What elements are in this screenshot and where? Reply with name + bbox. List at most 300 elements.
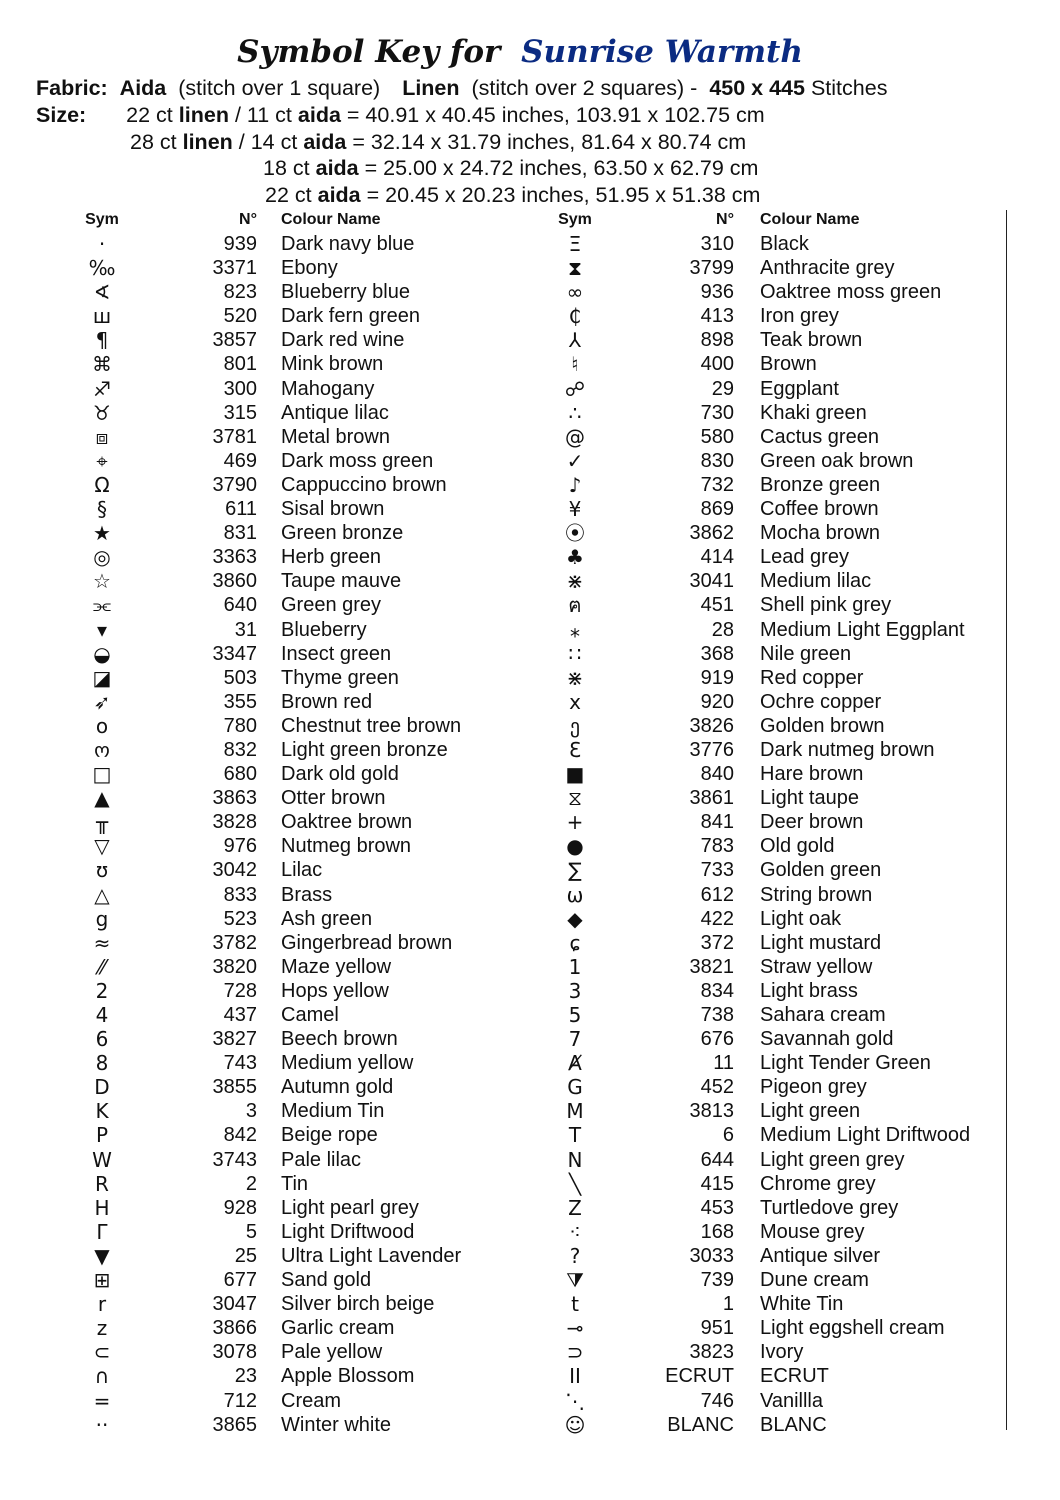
colour-name-cell: Mink brown — [281, 353, 384, 376]
symbol-cell: ო — [94, 737, 110, 762]
symbol-cell: ▽ — [94, 834, 110, 859]
thread-number-cell: 738 — [700, 1004, 734, 1026]
size-dimensions: = 25.00 x 24.72 inches, 63.50 x 62.79 cm — [364, 156, 759, 180]
size-fabric: linen — [182, 130, 233, 154]
table-row — [0, 858, 1060, 882]
thread-number-cell: 976 — [223, 835, 257, 858]
colour-name-cell: Red copper — [760, 666, 864, 689]
colour-name-cell: Light brass — [760, 979, 858, 1002]
colour-name-cell: Pigeon grey — [760, 1076, 867, 1099]
size-line-4 — [265, 183, 760, 208]
colour-name-cell: Sahara cream — [760, 1004, 886, 1026]
colour-name-cell: Antique silver — [760, 1244, 881, 1267]
colour-name-cell: Silver birch beige — [281, 1293, 435, 1316]
fabric-aida: Aida — [119, 76, 167, 100]
symbol-cell: □ — [92, 762, 112, 787]
colour-name-cell: String brown — [760, 883, 873, 906]
size-fabric: linen — [178, 103, 229, 127]
colour-name-cell: ECRUT — [760, 1365, 829, 1388]
symbol-cell: D — [94, 1075, 110, 1100]
thread-number-cell: 831 — [223, 522, 257, 545]
colour-name-cell: Lead grey — [760, 546, 849, 569]
size-dimensions: = 40.91 x 40.45 inches, 103.91 x 102.75 cm — [346, 103, 765, 127]
colour-name-cell: Mouse grey — [760, 1220, 865, 1243]
colour-name-cell: Medium lilac — [760, 570, 872, 593]
thread-number-cell: 3863 — [212, 787, 257, 810]
colour-name-cell: Medium Light Eggplant — [760, 618, 965, 641]
symbol-cell: ω — [566, 882, 584, 907]
symbol-cell: ⁎ — [570, 617, 580, 642]
title-prefix: Symbol Key for — [237, 34, 501, 70]
colour-name-cell: Blueberry blue — [281, 281, 410, 304]
colour-name-cell: Anthracite grey — [760, 257, 895, 280]
table-row — [0, 979, 1060, 1003]
thread-number-cell: 644 — [700, 1148, 734, 1171]
colour-name-cell: Light green — [760, 1100, 861, 1123]
size-fabric: aida — [317, 183, 361, 207]
symbol-cell: ▲ — [94, 786, 110, 811]
thread-number-cell: 414 — [700, 546, 734, 569]
colour-name-cell: Ebony — [281, 257, 338, 280]
table-row — [0, 1148, 1060, 1172]
colour-name-cell: Medium Light Driftwood — [760, 1124, 971, 1147]
symbol-cell: ʊ — [95, 858, 109, 883]
colour-name-cell: Antique lilac — [281, 401, 389, 424]
colour-name-cell: Taupe mauve — [281, 570, 402, 593]
symbol-cell: r — [97, 1292, 107, 1317]
thread-number-cell: 677 — [223, 1269, 257, 1292]
symbol-cell: t — [571, 1292, 579, 1317]
thread-number-cell: 728 — [223, 979, 257, 1002]
thread-number-cell: 841 — [700, 811, 734, 834]
table-row — [0, 497, 1060, 521]
thread-number-cell: 3799 — [689, 257, 734, 280]
size-count: 22 ct — [126, 103, 173, 127]
colour-name-cell: Autumn gold — [281, 1076, 394, 1099]
colour-name-cell: Cactus green — [760, 425, 879, 448]
thread-number-cell: 840 — [700, 763, 734, 786]
symbol-cell: ⊃ — [566, 1340, 584, 1365]
colour-name-cell: Medium yellow — [281, 1052, 414, 1075]
thread-number-cell: 920 — [700, 690, 734, 713]
symbol-cell: Ɛ — [568, 737, 582, 762]
thread-number-cell: 612 — [700, 883, 734, 906]
thread-number-cell: 640 — [223, 594, 257, 617]
colour-name-cell: Vanillla — [760, 1389, 823, 1412]
thread-number-cell: 5 — [245, 1220, 257, 1243]
colour-name-cell: Oaktree brown — [281, 811, 413, 834]
thread-number-cell: 3862 — [689, 522, 734, 545]
symbol-cell: Γ — [96, 1219, 108, 1244]
symbol-cell: ∞ — [566, 280, 584, 305]
colour-name-cell: BLANC — [760, 1413, 827, 1436]
thread-number-cell: 372 — [700, 931, 734, 954]
table-row — [0, 618, 1060, 642]
thread-number-cell: 422 — [700, 907, 734, 930]
colour-name-cell: Brown — [760, 353, 817, 376]
symbol-cell: ⧈ — [95, 424, 109, 449]
thread-number-cell: 451 — [700, 594, 734, 617]
thread-number-cell: 611 — [225, 498, 257, 521]
colour-name-cell: Tin — [281, 1172, 309, 1195]
colour-name-cell: Iron grey — [760, 305, 839, 328]
thread-number-cell: 939 — [223, 233, 257, 255]
thread-number-cell: 3033 — [689, 1244, 734, 1267]
thread-number-cell: 3865 — [212, 1413, 257, 1436]
symbol-cell: P — [95, 1123, 109, 1148]
colour-name-cell: Mocha brown — [760, 522, 881, 545]
symbol-cell: 7 — [568, 1027, 582, 1052]
table-row — [0, 1292, 1060, 1316]
thread-number-cell: 783 — [700, 835, 734, 858]
thread-number-cell: 310 — [700, 233, 734, 255]
colour-name-cell: Light Tender Green — [760, 1052, 931, 1075]
thread-number-cell: 833 — [223, 883, 257, 906]
colour-name-cell: Lilac — [281, 859, 323, 882]
symbol-cell: K — [95, 1099, 109, 1124]
thread-number-cell: 3821 — [689, 955, 734, 978]
thread-number-cell: 3857 — [212, 329, 257, 352]
symbol-key-table — [0, 210, 1060, 1437]
thread-number-cell: 23 — [234, 1365, 257, 1388]
size-count: / 11 ct — [234, 103, 292, 127]
table-row — [0, 834, 1060, 858]
thread-number-cell: 400 — [700, 353, 734, 376]
thread-number-cell: 437 — [223, 1004, 257, 1026]
thread-number-cell: 676 — [700, 1028, 734, 1051]
symbol-cell: z — [96, 1316, 108, 1341]
symbol-cell: 2 — [95, 978, 109, 1003]
symbol-cell: ▾ — [96, 617, 108, 642]
table-row — [0, 931, 1060, 955]
thread-number-cell: 6 — [722, 1124, 734, 1147]
thread-number-cell: 830 — [700, 449, 734, 472]
colour-name-cell: Golden green — [760, 859, 882, 882]
thread-number-cell: 832 — [223, 738, 257, 761]
colour-name-cell: Old gold — [760, 835, 835, 858]
colour-name-cell: Ultra Light Lavender — [281, 1244, 462, 1267]
colour-name-cell: Mahogany — [281, 377, 375, 400]
symbol-cell: ɕ — [569, 930, 581, 955]
symbol-cell: G — [567, 1075, 583, 1100]
thread-number-cell: 739 — [700, 1269, 734, 1292]
symbol-cell: ¶ — [95, 328, 109, 353]
thread-number-cell: 743 — [223, 1052, 257, 1075]
symbol-cell: ⁖ — [569, 1219, 581, 1244]
symbol-cell: T — [568, 1123, 582, 1148]
table-row — [0, 786, 1060, 810]
colour-name-cell: Savannah gold — [760, 1028, 894, 1051]
size-fabric: aida — [315, 156, 359, 180]
table-row — [0, 352, 1060, 376]
thread-number-cell: 730 — [700, 401, 734, 424]
colour-name-cell: Dune cream — [760, 1269, 869, 1292]
thread-number-cell: 469 — [223, 449, 257, 472]
symbol-cell: g — [95, 906, 109, 931]
colour-name-cell: Metal brown — [281, 425, 390, 448]
symbol-cell: ⁄⁄ — [98, 954, 106, 979]
symbol-cell: ♪ — [568, 472, 582, 497]
colour-name-cell: Green grey — [281, 594, 382, 617]
table-row — [0, 1196, 1060, 1220]
table-header — [0, 210, 1060, 232]
colour-name-cell: Ochre copper — [760, 690, 882, 713]
thread-number-cell: 368 — [700, 642, 734, 665]
symbol-cell: ➶ — [93, 689, 111, 714]
thread-number-cell: 3078 — [212, 1341, 257, 1364]
table-row — [0, 1027, 1060, 1051]
table-row — [0, 1075, 1060, 1099]
table-row — [0, 256, 1060, 280]
colour-name-cell: Nutmeg brown — [281, 835, 412, 858]
size-dimensions: = 20.45 x 20.23 inches, 51.95 x 51.38 cm — [366, 183, 761, 207]
symbol-cell: Z — [568, 1195, 582, 1220]
colour-name-cell: Eggplant — [760, 377, 839, 400]
table-row — [0, 377, 1060, 401]
symbol-cell: 8 — [95, 1051, 109, 1076]
colour-name-cell: Oaktree moss green — [760, 281, 942, 304]
thread-number-cell: 580 — [700, 425, 734, 448]
symbol-cell: ♮ — [571, 352, 579, 377]
fabric-label: Fabric: — [36, 76, 108, 100]
colour-name-cell: Dark fern green — [281, 305, 420, 328]
symbol-cell: ₵ — [568, 304, 582, 329]
colour-name-cell: Maze yellow — [281, 955, 392, 978]
table-row — [0, 232, 1060, 256]
symbol-cell: ‰ — [88, 256, 116, 281]
symbol-cell: ≈ — [93, 930, 111, 955]
thread-number-cell: 3743 — [212, 1148, 257, 1171]
symbol-cell: ◎ — [93, 545, 111, 570]
symbol-cell: 3 — [568, 978, 582, 1003]
colour-name-cell: Cappuccino brown — [281, 473, 447, 496]
thread-number-cell: 3826 — [689, 714, 734, 737]
thread-number-cell: 300 — [223, 377, 257, 400]
colour-name-cell: Ivory — [760, 1341, 804, 1364]
thread-number-cell: 3866 — [212, 1317, 257, 1340]
colour-name-cell: Cream — [281, 1389, 342, 1412]
symbol-cell: o — [95, 713, 109, 738]
symbol-cell: ⋱ — [565, 1388, 585, 1413]
symbol-cell: = — [93, 1388, 111, 1413]
thread-number-cell: 3347 — [212, 642, 257, 665]
colour-name-cell: Camel — [281, 1004, 339, 1026]
header-colour-name: Colour Name — [281, 211, 381, 228]
colour-name-cell: Teak brown — [760, 329, 863, 352]
symbol-cell: ♣ — [566, 545, 584, 570]
symbol-cell: ⊞ — [93, 1268, 111, 1293]
symbol-cell: △ — [94, 882, 110, 907]
thread-number-cell: 523 — [223, 907, 257, 930]
page-title — [0, 34, 1040, 70]
colour-name-cell: Light Driftwood — [281, 1220, 415, 1243]
fabric-linen-note: (stitch over 2 squares) - — [471, 76, 698, 100]
symbol-cell: Ξ — [568, 232, 582, 256]
colour-name-cell: Ash green — [281, 907, 373, 930]
symbol-cell: ⋇ — [566, 665, 584, 690]
thread-number-cell: 415 — [700, 1172, 734, 1195]
symbol-cell: x — [569, 689, 581, 714]
symbol-cell: @ — [565, 424, 585, 449]
symbol-cell: ∢ — [93, 280, 111, 305]
colour-name-cell: Blueberry — [281, 618, 367, 641]
table-row — [0, 883, 1060, 907]
symbol-cell: ⧩ — [566, 1268, 584, 1293]
colour-name-cell: Chestnut tree brown — [281, 714, 462, 737]
table-row — [0, 1364, 1060, 1388]
thread-number-cell: 780 — [223, 714, 257, 737]
colour-name-cell: Turtledove grey — [760, 1196, 899, 1219]
symbol-cell: ♐ — [93, 376, 111, 401]
size-line-3 — [263, 156, 758, 181]
thread-number-cell: 3 — [245, 1100, 257, 1123]
symbol-cell: ╥ — [95, 810, 109, 835]
table-row — [0, 521, 1060, 545]
thread-number-cell: 928 — [223, 1196, 257, 1219]
thread-number-cell: 3861 — [689, 787, 734, 810]
symbol-cell: Ω — [94, 472, 110, 497]
symbol-cell: ∑ — [568, 858, 582, 883]
table-row — [0, 401, 1060, 425]
table-row — [0, 425, 1060, 449]
symbol-cell: ⫘ — [93, 593, 111, 618]
table-row — [0, 1340, 1060, 1364]
colour-name-cell: Gingerbread brown — [281, 931, 453, 954]
colour-name-cell: White Tin — [760, 1293, 844, 1316]
table-row — [0, 1316, 1060, 1340]
thread-number-cell: 919 — [700, 666, 734, 689]
thread-number-cell: 3855 — [212, 1076, 257, 1099]
colour-name-cell: Dark red wine — [281, 329, 405, 352]
colour-name-cell: Hare brown — [760, 763, 864, 786]
symbol-cell: ¥ — [568, 497, 582, 522]
table-row — [0, 1220, 1060, 1244]
size-count: / 14 ct — [238, 130, 298, 154]
table-row — [0, 1123, 1060, 1147]
colour-name-cell: Light green bronze — [281, 738, 448, 761]
thread-number-cell: 3047 — [212, 1293, 257, 1316]
thread-number-cell: ECRUT — [665, 1365, 734, 1388]
colour-name-cell: Winter white — [281, 1413, 392, 1436]
symbol-cell: R — [95, 1171, 109, 1196]
colour-name-cell: Light eggshell cream — [760, 1317, 945, 1340]
symbol-cell: Ⱥ — [568, 1051, 582, 1076]
symbol-cell: 1 — [568, 954, 582, 979]
symbol-cell: ⊸ — [566, 1316, 584, 1341]
thread-number-cell: 25 — [234, 1244, 257, 1267]
colour-name-cell: Straw yellow — [760, 955, 873, 978]
table-row — [0, 1051, 1060, 1075]
symbol-cell: ? — [569, 1243, 581, 1268]
colour-name-cell: Light mustard — [760, 931, 882, 954]
size-line-2 — [130, 130, 746, 155]
thread-number-cell: 3042 — [212, 859, 257, 882]
symbol-cell: ∩ — [94, 1364, 110, 1389]
colour-name-cell: Garlic cream — [281, 1317, 395, 1340]
thread-number-cell: 3781 — [212, 425, 257, 448]
thread-number-cell: 3860 — [212, 570, 257, 593]
size-label: Size: — [36, 103, 87, 127]
symbol-cell: ე — [569, 713, 581, 738]
colour-name-cell: Dark old gold — [281, 763, 399, 786]
symbol-cell: ∷ — [568, 641, 582, 666]
thread-number-cell: 3828 — [212, 811, 257, 834]
symbol-cell: § — [97, 497, 107, 522]
thread-number-cell: 936 — [700, 281, 734, 304]
colour-name-cell: Bronze green — [760, 473, 881, 496]
table-row — [0, 593, 1060, 617]
symbol-cell: M — [566, 1099, 584, 1124]
size-count: 28 ct — [130, 130, 177, 154]
symbol-cell: ·· — [95, 1412, 109, 1437]
thread-number-cell: 28 — [711, 618, 734, 641]
colour-name-cell: Golden brown — [760, 714, 885, 737]
fabric-linen: Linen — [402, 76, 460, 100]
colour-name-cell: Pale yellow — [281, 1341, 383, 1364]
thread-number-cell: 355 — [223, 690, 257, 713]
table-row — [0, 1099, 1060, 1123]
table-row — [0, 810, 1060, 834]
symbol-cell: ★ — [93, 521, 111, 546]
table-row — [0, 1172, 1060, 1196]
thread-number-cell: 11 — [713, 1052, 734, 1075]
header-colour-name: Colour Name — [760, 211, 860, 228]
fabric-line — [36, 76, 887, 101]
thread-number-cell: 520 — [223, 305, 257, 328]
thread-number-cell: 823 — [223, 281, 257, 304]
symbol-cell: ⊂ — [93, 1340, 111, 1365]
colour-name-cell: Khaki green — [760, 401, 867, 424]
colour-name-cell: Sisal brown — [281, 498, 385, 521]
size-fabric: aida — [303, 130, 347, 154]
header-sym: Sym — [85, 211, 119, 228]
symbol-cell: ฅ — [568, 593, 582, 618]
colour-name-cell: Nile green — [760, 642, 852, 665]
table-row — [0, 955, 1060, 979]
thread-number-cell: 898 — [700, 329, 734, 352]
colour-name-cell: Black — [760, 233, 809, 255]
symbol-cell: 5 — [568, 1003, 582, 1027]
symbol-cell: II — [569, 1364, 581, 1389]
colour-name-cell: Brass — [281, 883, 333, 906]
thread-number-cell: 801 — [223, 353, 257, 376]
table-row — [0, 545, 1060, 569]
symbol-cell: ■ — [565, 762, 585, 787]
thread-number-cell: 3371 — [212, 257, 257, 280]
thread-number-cell: 712 — [223, 1389, 257, 1412]
thread-number-cell: 3041 — [689, 570, 734, 593]
colour-name-cell: Green oak brown — [760, 449, 914, 472]
symbol-cell: ⌖ — [96, 448, 108, 473]
symbol-cell: ◆ — [567, 906, 583, 931]
thread-number-cell: 503 — [223, 666, 257, 689]
thread-number-cell: 453 — [700, 1196, 734, 1219]
size-count: 18 ct — [263, 156, 310, 180]
colour-name-cell: Dark navy blue — [281, 233, 415, 255]
symbol-cell: + — [566, 810, 584, 835]
thread-number-cell: 842 — [223, 1124, 257, 1147]
thread-number-cell: 951 — [700, 1317, 734, 1340]
symbol-cell: ⅄ — [568, 328, 582, 353]
colour-name-cell: Deer brown — [760, 811, 864, 834]
colour-name-cell: Beech brown — [281, 1028, 398, 1051]
thread-number-cell: 3827 — [212, 1028, 257, 1051]
table-row — [0, 1389, 1060, 1413]
symbol-cell: 4 — [95, 1003, 109, 1027]
symbol-cell: N — [567, 1147, 583, 1172]
table-row — [0, 1003, 1060, 1027]
thread-number-cell: 733 — [700, 859, 734, 882]
